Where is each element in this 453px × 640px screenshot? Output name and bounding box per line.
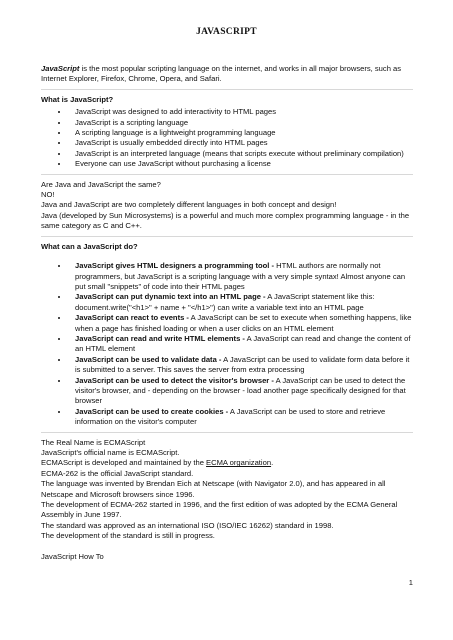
- can-do-item-title: JavaScript can be used to validate data -: [75, 354, 222, 364]
- can-do-item-title: JavaScript gives HTML designers a programming tool -: [75, 261, 275, 271]
- can-do-list: [41, 261, 413, 428]
- intro-paragraph: [41, 64, 413, 85]
- can-do-heading: What can a JavaScript do?: [41, 241, 138, 251]
- howto-heading: JavaScript How To: [41, 551, 104, 561]
- divider: [41, 174, 413, 175]
- ecma-line-5: The language was invented by Brendan Eich at Netscape (with Navigator 2.0), and has appeared in all Netscape and Microsoft browsers since 1996.: [41, 479, 386, 499]
- divider: [41, 89, 413, 90]
- ecma-line-3-text: ECMAScript is developed and maintained by the: [41, 458, 207, 468]
- can-do-item-title: JavaScript can read and write HTML elements -: [75, 333, 245, 343]
- can-do-item: [69, 355, 413, 376]
- ecma-line-3-end: .: [271, 458, 274, 468]
- what-is-heading: What is JavaScript?: [41, 94, 114, 104]
- can-do-item-text: A JavaScript can be used to store and retrieve information on the visitor's computer: [75, 406, 386, 427]
- page-number: 1: [408, 578, 413, 587]
- can-do-item-text: A JavaScript statement like this: document.write("<h1>" + name + "</h1>") can write a variable text into an HTML page: [75, 292, 375, 312]
- intro-text: is the most popular scripting language on the internet, and works in all major browsers, such as Internet Explorer, Firefox, Chrome, Opera, and Safari.: [41, 64, 402, 84]
- ecma-line-3: [41, 458, 413, 468]
- can-do-item-title: JavaScript can put dynamic text into an HTML page -: [75, 292, 266, 302]
- can-do-item-text: HTML authors are normally not programmers, but JavaScript is a scripting language with a very simple syntax! Almost anyone can put small "snippets" of code into their HTML pages: [75, 261, 406, 291]
- can-do-item-text: A JavaScript can be set to execute when something happens, like when a page has finished loading or when a user clicks on an HTML element: [75, 313, 412, 333]
- what-is-item: • JavaScript was designed to add interactivity to HTML pages: [69, 107, 413, 117]
- can-do-item-text: A JavaScript can read and change the content of an HTML element: [75, 333, 411, 354]
- can-do-item-text: A JavaScript can be used to validate form data before it is submitted to a server. This saves the server from extra processing: [75, 354, 410, 375]
- java-line-1: Java and JavaScript are two completely different languages in both concept and design!: [41, 200, 337, 210]
- ecma-line-2: JavaScript's official name is ECMAScript.: [41, 448, 180, 457]
- can-do-item: [69, 334, 413, 355]
- ecma-line-7: The standard was approved as an international ISO (ISO/IEC 16262) standard in 1998.: [41, 520, 334, 530]
- what-is-list: [41, 107, 413, 169]
- java-line-2: Java (developed by Sun Microsystems) is a powerful and much more complex programming language - in the same category as C and C++.: [41, 210, 410, 231]
- what-is-item: • A scripting language is a lightweight programming language: [69, 128, 413, 138]
- what-is-item: • JavaScript is a scripting language: [69, 118, 413, 128]
- divider: [41, 432, 413, 433]
- can-do-item-title: JavaScript can be used to detect the visitor's browser -: [75, 375, 274, 385]
- can-do-item: [69, 376, 413, 407]
- ecma-line-1: The Real Name is ECMAScript: [41, 437, 146, 447]
- ecma-line-8: The development of the standard is still in progress.: [41, 531, 215, 541]
- can-do-item-title: JavaScript can react to events -: [75, 313, 189, 323]
- what-is-item: • JavaScript is usually embedded directly into HTML pages: [69, 138, 413, 148]
- java-question: Are Java and JavaScript the same?: [41, 179, 161, 189]
- ecma-line-6: The development of ECMA-262 started in 1996, and the first edition of was adopted by the ECMA General Assembly in June 1997.: [41, 500, 398, 520]
- what-is-item: • Everyone can use JavaScript without purchasing a license: [69, 159, 413, 169]
- spacer: [41, 542, 413, 552]
- can-do-item: [69, 292, 413, 313]
- what-is-item: • JavaScript is an interpreted language (means that scripts execute without preliminary compilation): [69, 149, 413, 159]
- can-do-item-text: A JavaScript can be used to detect the visitor's browser, and - depending on the browser - load another page specifically designed for that browser: [75, 375, 406, 406]
- can-do-item: [69, 261, 413, 292]
- java-answer: NO!: [41, 190, 55, 200]
- ecma-organization-link[interactable]: ECMA organization: [206, 458, 272, 468]
- can-do-item-title: JavaScript can be used to create cookies -: [75, 406, 229, 416]
- can-do-item: [69, 407, 413, 428]
- can-do-item: [69, 313, 413, 334]
- ecma-line-4: ECMA-262 is the official JavaScript standard.: [41, 468, 194, 478]
- document-body: [41, 64, 413, 562]
- divider: [41, 236, 413, 237]
- intro-term: JavaScript: [41, 64, 80, 73]
- page-title: JAVASCRIPT: [196, 27, 257, 37]
